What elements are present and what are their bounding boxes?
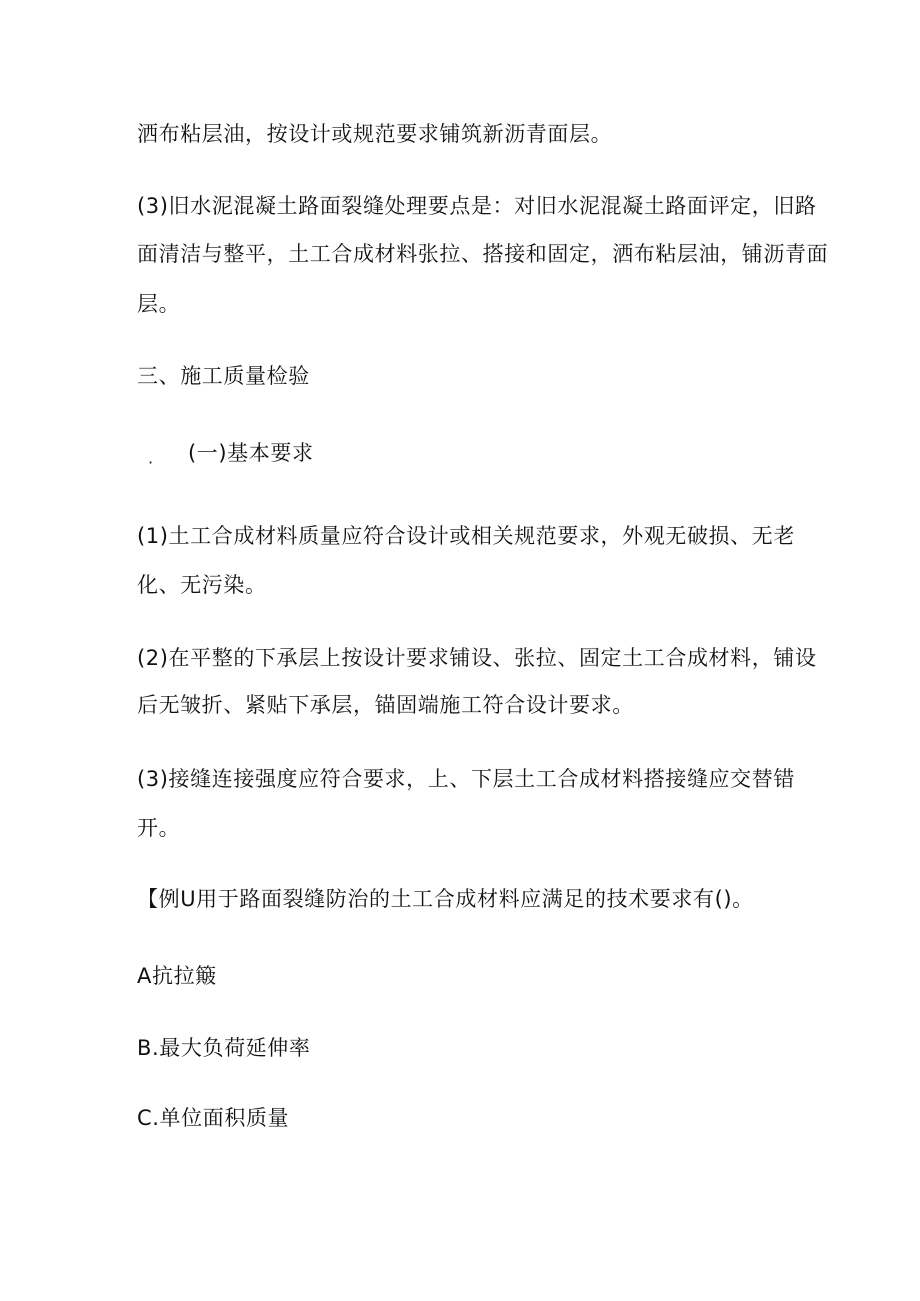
requirement-1-line-2: 化、无污染。 [137,573,267,597]
bullet-mark: · [148,453,154,472]
paragraph-3-line-3: 层。 [137,292,181,316]
paragraph-3-line-2: 面清洁与整平，土工合成材料张拉、搭接和固定，洒布粘层油，铺沥青面 [137,242,829,266]
subsection-heading: (一)基本要求 [188,441,314,465]
requirement-3-line-1: (3)接缝连接强度应符合要求，上、下层土工合成材料搭接缝应交替错 [137,767,795,791]
requirement-1-line-1: (1)土工合成材料质量应符合设计或相关规范要求，外观无破损、无老 [137,524,795,548]
requirement-2-line-2: 后无皱折、紧贴下承层，锚固端施工符合设计要求。 [137,693,634,717]
paragraph-3-line-1: (3)旧水泥混凝土路面裂缝处理要点是：对旧水泥混凝土路面评定，旧路 [137,194,817,218]
option-a: A抗拉簸 [137,964,217,988]
example-question: 【例U用于路面裂缝防治的土工合成材料应满足的技术要求有()。 [137,887,754,911]
section-heading: 三、施工质量检验 [137,364,310,388]
requirement-3-line-2: 开。 [137,816,181,840]
requirement-2-line-1: (2)在平整的下承层上按设计要求铺设、张拉、固定土工合成材料，铺设 [137,646,817,670]
option-b: B.最大负荷延伸率 [137,1036,311,1060]
paragraph-line-1: 洒布粘层油，按设计或规范要求铺筑新沥青面层。 [137,122,613,146]
option-c: C.单位面积质量 [137,1106,290,1130]
